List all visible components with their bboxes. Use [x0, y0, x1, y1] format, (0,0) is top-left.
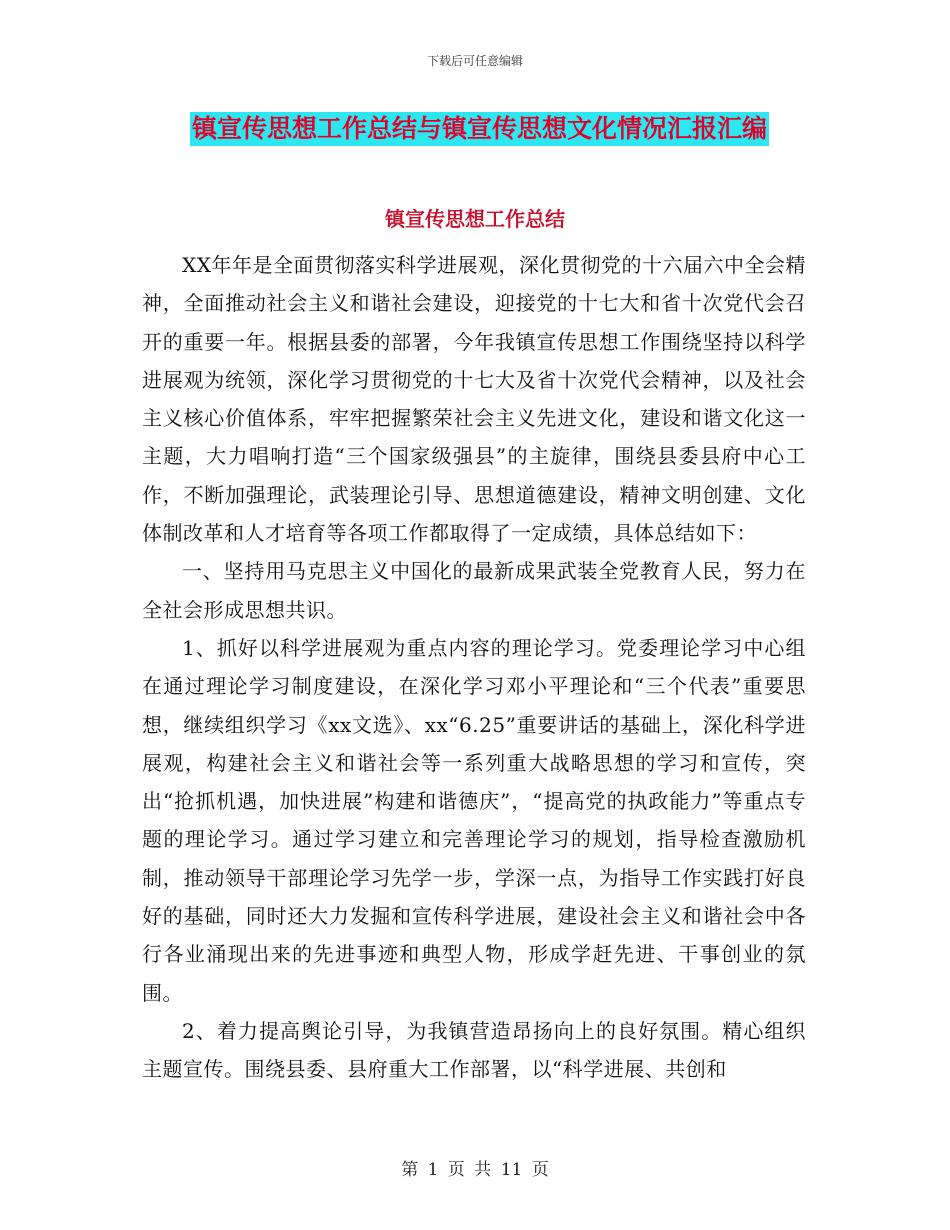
header-note: 下载后可任意编辑	[426, 54, 523, 68]
paragraph-heading-1: 一、坚持用马克思主义中国化的最新成果武装全党教育人民，努力在全社会形成思想共识。	[142, 559, 806, 622]
document-body	[142, 246, 806, 1089]
document-title: 镇宣传思想工作总结与镇宣传思想文化情况汇报汇编	[190, 112, 769, 146]
paragraph-item-1: 1、抓好以科学进展观为重点内容的理论学习。党委理论学习中心组在通过理论学习制度建设，在深化学习邓小平理论和“三个代表”重要思想，继续组织学习《xx文选》、xx“6.25”重要讲话的基础上，深化科学进展观，构建社会主义和谐社会等一系列重大战略思想的学习和宣传，突出“抢抓机遇，加快进展”构建和谐德庆”，“提高党的执政能力”等重点专题的理论学习。通过学习建立和完善理论学习的规划，指导检查激励机制，推动领导干部理论学习先学一步，学深一点，为指导工作实践打好良好的基础，同时还大力发掘和宣传科学进展，建设社会主义和谐社会中各行各业涌现出来的先进事迹和典型人物，形成学赶先进、干事创业的氛围。	[142, 635, 806, 1005]
page-number-footer: 第 1 页 共 11 页	[401, 1160, 549, 1180]
paragraph-intro: XX年年是全面贯彻落实科学进展观，深化贯彻党的十六届六中全会精神，全面推动社会主义和谐社会建设，迎接党的十七大和省十次党代会召开的重要一年。根据县委的部署，今年我镇宣传思想工作围绕坚持以科学进展观为统领，深化学习贯彻党的十七大及省十次党代会精神，以及社会主义核心价值体系，牢牢把握繁荣社会主义先进文化，建设和谐文化这一主题，大力唱响打造“三个国家级强县”的主旋律，围绕县委县府中心工作，不断加强理论，武装理论引导、思想道德建设，精神文明创建、文化体制改革和人才培育等各项工作都取得了一定成绩，具体总结如下：	[142, 253, 806, 546]
section-title: 镇宣传思想工作总结	[385, 207, 565, 231]
paragraph-item-2: 2、着力提高舆论引导，为我镇营造昂扬向上的良好氛围。精心组织主题宣传。围绕县委、县府重大工作部署，以“科学进展、共创和	[142, 1018, 806, 1082]
